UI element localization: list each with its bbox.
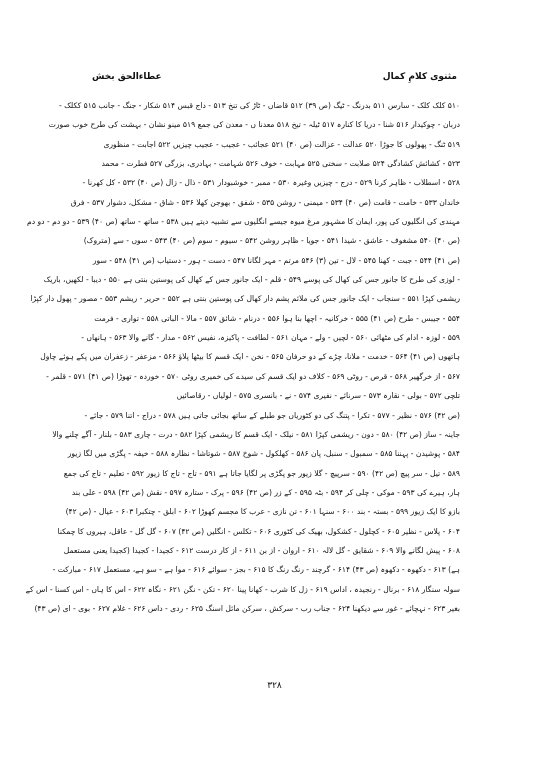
page-number: ۳۲۸ xyxy=(267,681,282,691)
text-line: - لوزی کی طرح کا جانور جس کی کھال کی پوسے ۵۴۹ - قلم - ایک جانور جس کے کھال کی پوستین بنتی ہے ۵۵۰ - دیبا - لکھیں، باریک xyxy=(43,275,460,285)
text-line: سولہ سنگار ۶۱۸ - برنال - رنجیدہ ، اداس ۶۱۹ - زل کا شرب - کھانا پینا ۶۲۰ - تکن - نگن ۶۲۱ - نگاہ ۶۲۲ - اس کا ہاں - اس کسنا - اس کے xyxy=(25,584,460,594)
text-line: ہاتھوں (ص ۴۱) ۵۶۴ - خدمت - ملانا، چڑے کے دو حرفان ۵۶۵ - نخن - ایک قسم کا بیٹھا پلاؤ ۵۶۶ - مزعفر - زعفران میں پکے ہوئے چاول xyxy=(40,352,460,362)
text-line: ریشمی کپڑا ۵۵۱ - سنجاب - ایک جانور جس کی ملائم پشم دار کھال کی پوستین بنتی ہے ۵۵۲ - حریر - ریشم ۵۵۳ - مصور - پھول دار کپڑا xyxy=(30,294,460,304)
text-line: (ص ۴۲) ۵۷۶ - نظیر - ۵۷۷ - تکرا - پتنگ کی دو کٹوریاں جو طبلے کے ساتھ بجائی جاتی ہیں ۵۷۸ - دراج - اتنا ۵۷۹ - جائے - xyxy=(84,410,460,420)
text-line: ۵۵۴ - جیبس - طرح (ص ۴۱) ۵۵۵ - خرکانیہ - اچھا بنا ہوا ۵۵۶ - درنام - شائق ۵۵۷ - مالا - الباتی ۵۵۸ - تواری - فرمت xyxy=(94,313,460,323)
text-line: ۵۵۹ - لوزہ - ادام کی مٹھائی ۵۶۰ - لچیں - ولے - مہان ۵۶۱ - لطافت - پاکیزہ، نفیس ۵۶۲ - مدار - گانے والا ۵۶۳ - ہانھاں - xyxy=(81,333,460,343)
text-line: (ص ۴۰) ۵۴۰ مشغوف - عاشق - شیدا ۵۴۱ - جویا - ظاہر روشن ۵۴۲ - سیوم - سوم (ص ۴۰) ۵۴۳ - سوں - سے (متروک) xyxy=(83,236,460,246)
text-line: دربان - چوکیدار ۵۱۶ شنا - دریا کا کنارہ ۵۱۷ ٹیلہ - تیخ ۵۱۸ معدنا ں - معدن کی جمع ۵۱۹ مینو نشان - بہشت کی طرح خوب صورت xyxy=(48,120,460,130)
text-line: تلچی ۵۷۲ - بولی - نقارہ ۵۷۳ - سرنائے - نفیری ۵۷۴ - نے - بانسری ۵۷۵ - لولیاں - رقاصائیں xyxy=(176,391,460,401)
text-line: بغیر ۶۲۳ - نہچائے - غور سے دیکھنا ۶۲۴ - جناب رب - سرکش ، سرکن مائل اسنگ ۶۲۵ - ردی - داس ۶۲۶ - غلام ۶۲۷ - بوی - ای (ص ۴۳) xyxy=(34,603,460,613)
book-title: مثنوی کلامِ کمال xyxy=(382,72,457,82)
text-line: خاندان ۵۳۳ - خامت - قامت (ص ۴۰) ۵۳۴ - میمنی - روشن ۵۳۵ - شفق - بھوجن کھلا ۵۳۶ - شاق - مشکل، دشوار ۵۳۷ - فرق xyxy=(70,197,460,207)
text-line: ۵۶۷ - از خرگھیر ۵۶۸ - قرص - روٹی ۵۶۹ - کلاف دو ایک قسم کی سیدے کی خمیری روٹی ۵۷۰ - خوردہ - تھوڑا (ص ۴۱) ۵۷۱ - قلمر - xyxy=(46,371,460,381)
text-line: ۶۰۸ - پیش لگانے والا ۶۰۹ - شقایق - گل لالہ ۶۱۰ - اروان - از بن ۶۱۱ - از کار درست ۶۱۲ - کجیدا - کجیدا (کجیدا یعنی مستعمل xyxy=(63,545,460,555)
text-line: ۵۸۹ - تیل - سر پیچ (ص ۴۲) ۵۹۰ - سرپیچ - گلا زیور جو پگڑی پر لگایا جاتا ہے ۵۹۱ - تاج - تاج کا زیور ۵۹۲ - تعلیم - تاج کی جمع xyxy=(63,468,460,478)
text-line: ہے) ۶۱۳ - دکھوہ - دکھوہ (ص ۴۳) ۶۱۴ - گرچند - رنگ رنگ کا ۶۱۵ - بجز - سوائے ۶۱۶ - موا ہے - سو ہے، مستعمل ۶۱۷ - مبارکت - xyxy=(52,565,460,575)
text-line: ۵۱۰ کلک کلک - سارس ۵۱۱ بدرنگ - ٹیگ (ص ۳۹) ۵۱۲ قاضاں - ٹاڑ کی تنخ ۵۱۳ - داج قبس ۵۱۴ شکار - جنگ - جانب ۵۱۵ ککلک - xyxy=(58,101,460,110)
text-line: ۵۸۴ - پوشیدن - پہننا ۵۸۵ - سمبول - سنبل، پان ۵۸۶ - کھلکول - شوخ ۵۸۷ - شوتاشا - نظارہ ۵۸۸ - خیفہ - پگڑی میں لگا زیور xyxy=(67,449,460,459)
text-line: ہار، ہیرے کی ۵۹۳ - موکی - چلی کر ۵۹۴ - بٹہ ۵۹۵ - کے زر (ص ۴۲) ۵۹۶ - پرک - ستارہ ۵۹۷ - نقش (ص ۴۲) ۵۹۸ - علی بند xyxy=(71,487,460,497)
text-line: مہندی کی انگلیوں کی پور، ایمان کا مشہور مرغ میوہ جیسے انگلیوں سے تشبیہ دیتے ہیں ۵۳۸ - ساتھ - ساتھ (ص ۴۰) ۵۳۹ - دو دم - دو دم xyxy=(27,217,460,227)
text-line: بازو کا ایک زیور ۵۹۹ - بستہ - بند ۶۰۰ - سنہا ۶۰۱ - تن نازی - عرب کا مجسم کھوڑا ۶۰۲ - ابلق - چتکبرا ۶۰۳ - عیال - (ص ۴۲) xyxy=(65,507,460,517)
text-line: ۵۲۸ - اسطلاب - ظاہر کرنا ۵۲۹ - درج - چیزیں وغیرہ ۵۳۰ - ممبر - خوشبودار ۵۳۱ - ذال - زال (ص ۴۰) ۵۳۲ - کل کھرنا - xyxy=(82,178,460,188)
author-name: عطاءالحق بخش xyxy=(92,72,162,82)
glossary-text xyxy=(25,96,460,618)
text-line: جاینہ - ساز (ص ۴۲) ۵۸۰ - دون - ریشمی کپڑا ۵۸۱ - نیلک - ایک قسم کا ریشمی کپڑا ۵۸۲ - درت - چاری ۵۸۳ - بلنار - آگے چلنے والا xyxy=(52,429,460,439)
text-line: ۵۲۳ - کشائش کشادگی ۵۲۴ صلابت - سختی ۵۲۵ مہابت - خوف ۵۲۶ شہامت - بہادری، بزرگی ۵۲۷ فطرت - محمد xyxy=(101,159,460,169)
text-line: (ص ۴۱) ۵۴۴ - جبت - کھنا ۵۴۵ - لال - تین (۳) ۵۴۶ مرتم - مہر لگانا ۵۴۷ - دست - ہور - دستیاب (ص ۴۱) ۵۴۸ - سور xyxy=(92,255,460,265)
text-line: ۵۱۹ ٹنگ - پھولوں کا جوڑا ۵۲۰ عدالت - عزالت (ص ۴۰) ۵۲۱ عجائب - عجیب - عجیب چیزیں ۵۲۲ اجابت - منظوری xyxy=(103,139,460,149)
text-line: ۶۰۴ - پلاس - نظیر ۶۰۵ - کچلول - کشکول، بھیک کی کٹوری ۶۰۶ - تکلس - انگلیں (ص ۴۲) ۶۰۷ - گل گل - عاقل، ہیروں کا چمکنا xyxy=(57,526,460,536)
page-header xyxy=(92,72,457,82)
